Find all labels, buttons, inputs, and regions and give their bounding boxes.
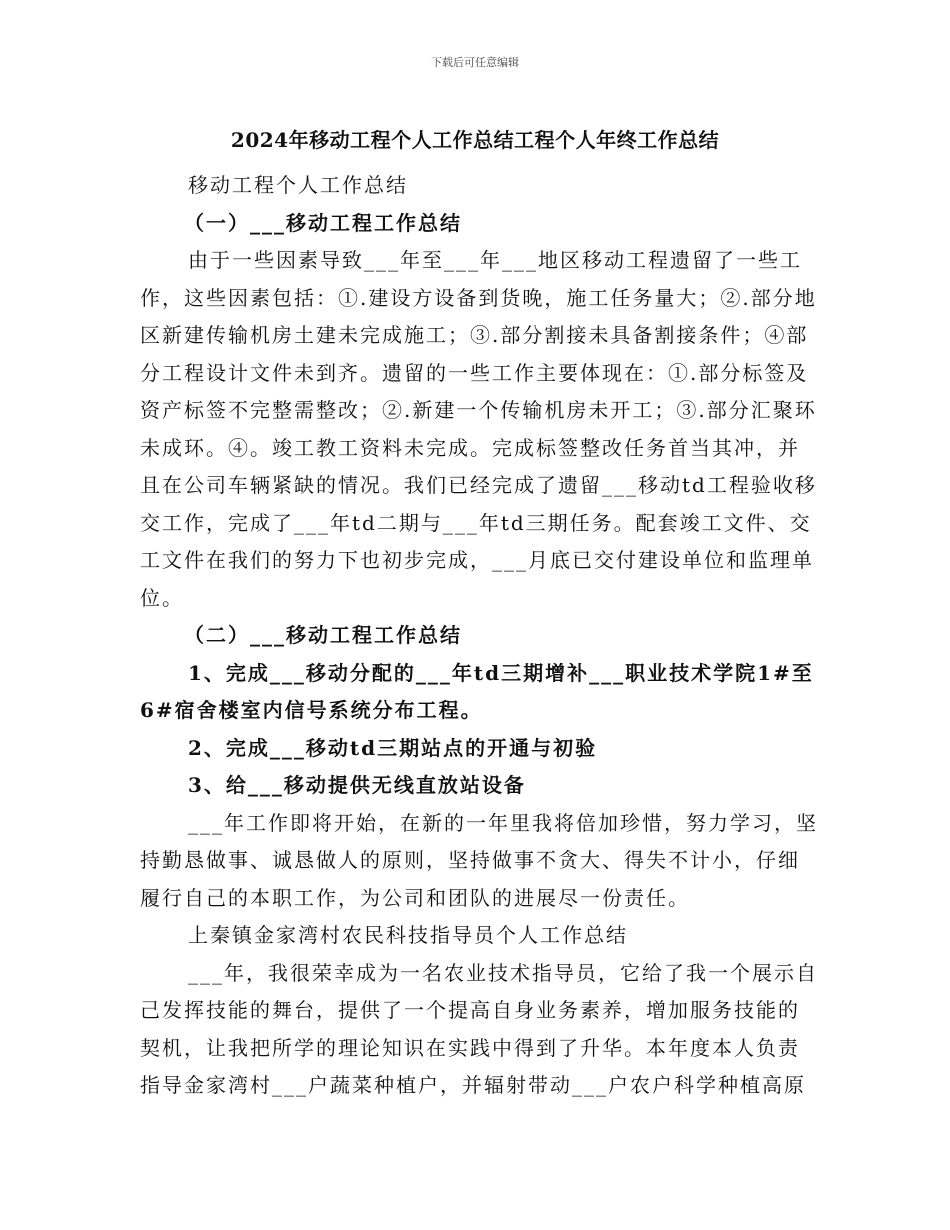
- list-item: 3、给___移动提供无线直放站设备: [188, 773, 526, 797]
- section-heading: 上秦镇金家湾村农民科技指导员个人工作总结: [188, 923, 628, 947]
- body-paragraph: ___年工作即将开始，在新的一年里我将倍加珍惜，努力学习，坚持勤恳做事、诚恳做人的原则，坚持做事不贪大、得失不计小，仔细履行自己的本职工作，为公司和团队的进展尽一份责任。: [140, 810, 818, 910]
- document-title: 2024年移动工程个人工作总结工程个人年终工作总结: [230, 128, 720, 152]
- subsection-heading: （一）___移动工程工作总结: [184, 210, 462, 235]
- list-item: 1、完成___移动分配的___年td三期增补___职业技术学院1#至6#宿舍楼室内信号系统分布工程。: [140, 660, 814, 722]
- section-heading: 移动工程个人工作总结: [188, 173, 408, 197]
- body-paragraph: 由于一些因素导致___年至___年___地区移动工程遗留了一些工作，这些因素包括：①.建设方设备到货晚，施工任务量大；②.部分地区新建传输机房土建未完成施工；③.部分割接未具备割接条件；④部分工程设计文件未到齐。遗留的一些工作主要体现在：①.部分标签及资产标签不完整需整改；②.新建一个传输机房未开工；③.部分汇聚环未成环。④。竣工教工资料未完成。完成标签整改任务首当其冲，并且在公司车辆紧缺的情况。我们已经完成了遗留___移动td工程验收移交工作，完成了___年td二期与___年td三期任务。配套竣工文件、交工文件在我们的努力下也初步完成，___月底已交付建设单位和监理单位。: [140, 248, 817, 610]
- list-item: 2、完成___移动td三期站点的开通与初验: [188, 735, 598, 760]
- header-note: 下载后可任意编辑: [431, 56, 519, 69]
- body-paragraph: ___年，我很荣幸成为一名农业技术指导员，它给了我一个展示自己发挥技能的舞台，提供了一个提高自身业务素养，增加服务技能的契机，让我把所学的理论知识在实践中得到了升华。本年度本人负责指导金家湾村___户蔬菜种植户，并辐射带动___户农户科学种植高原: [140, 960, 818, 1097]
- document-body: [140, 167, 820, 1105]
- subsection-heading: （二）___移动工程工作总结: [184, 623, 462, 647]
